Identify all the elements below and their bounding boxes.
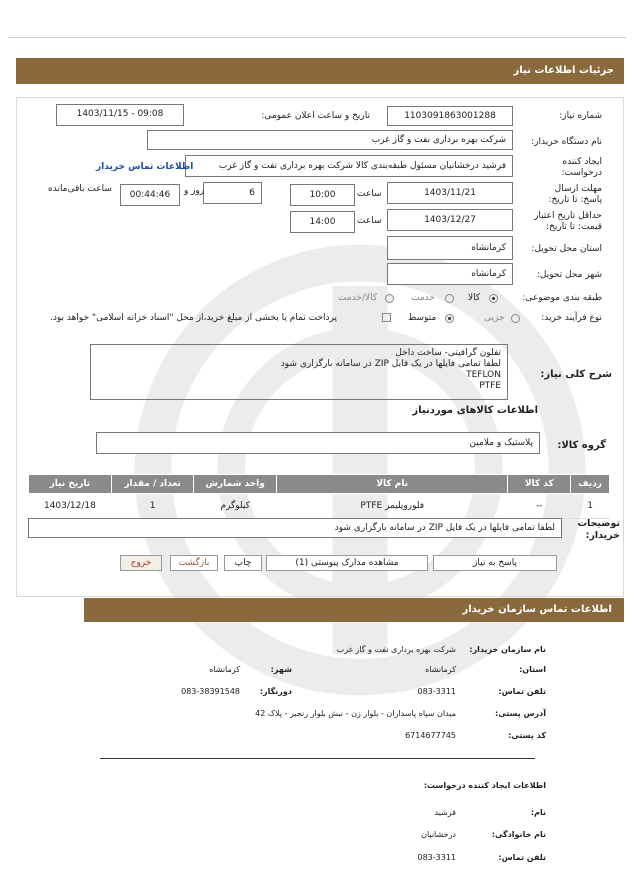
col-date: تاریخ نیاز (29, 475, 112, 494)
creator-label: ایجاد کننده درخواست: (561, 157, 602, 178)
days-label: روز و (184, 186, 205, 196)
validity-label: حداقل تاریخ اعتبار قیمت: تا تاریخ: (534, 211, 602, 232)
buyer-notes-field[interactable]: لطفا تمامی فایلها در یک فایل ZIP در سامانه بارگزاری شود (28, 518, 562, 538)
buyer-contact-link[interactable]: اطلاعات تماس خریدار (96, 162, 194, 172)
goods-table-header (29, 475, 610, 494)
cell-unit: کیلوگرم (194, 494, 277, 519)
days-field[interactable]: 6 (203, 182, 262, 204)
province-field[interactable]: کرمانشاه (387, 236, 513, 260)
buyer-org-name-value: شرکت بهره برداری نفت و گاز غرب (336, 645, 456, 654)
cell-name: فلوروپلیمر PTFE (277, 494, 508, 519)
category-option-goods: کالا (468, 293, 481, 303)
category-label: طبقه بندی موضوعی: (522, 293, 602, 303)
print-button[interactable]: چاپ (224, 555, 262, 571)
col-code: کد کالا (508, 475, 571, 494)
validity-time-label: ساعت (357, 216, 382, 226)
process-label: نوع فرآیند خرید: (541, 313, 602, 323)
reply-button[interactable]: پاسخ به نیاز (433, 555, 557, 571)
remaining-time-field[interactable]: 00:44:46 (120, 184, 180, 206)
process-radio-minor[interactable] (511, 314, 520, 323)
need-number-label: شماره نیاز: (559, 111, 602, 121)
top-divider (8, 37, 626, 38)
deadline-date-field[interactable]: 1403/11/21 (387, 182, 513, 204)
buyer-org-name-label: نام سازمان خریدار: (469, 645, 546, 654)
buyer-phone-value: 083-3311 (417, 687, 456, 696)
creator-name-value: فرشید (434, 808, 456, 817)
buyer-address-label: آدرس پستی: (495, 709, 546, 718)
creator-family-value: درخشانیان (421, 830, 456, 839)
category-radio-goods[interactable] (489, 294, 498, 303)
col-qty: تعداد / مقدار (111, 475, 194, 494)
deadline-time-label: ساعت (357, 189, 382, 199)
buyer-city-value: کرمانشاه (209, 665, 240, 674)
buyer-contact-title: اطلاعات تماس سازمان خریدار (84, 598, 624, 622)
category-option-both: کالا/خدمت (338, 293, 378, 303)
creator-phone-label: تلفن تماس: (498, 853, 546, 862)
col-unit: واحد شمارش (194, 475, 277, 494)
announce-date-field[interactable]: 1403/11/15 - 09:08 (56, 104, 184, 126)
creator-contact-title: اطلاعات ایجاد کننده درخواست: (423, 781, 546, 790)
buyer-address-value: میدان سپاه پاسداران - بلوار زن - نبش بلوار رنجبر - پلاک 42 (255, 709, 456, 718)
buyer-postal-label: کد پستی: (508, 731, 546, 740)
buyer-postal-value: 6714677745 (405, 731, 456, 740)
exit-button[interactable]: خروج (120, 555, 162, 571)
buyer-province-label: استان: (519, 665, 546, 674)
buyer-fax-value: 083-38391548 (181, 687, 240, 696)
process-option-medium: متوسط (408, 313, 437, 323)
province-label: استان محل تحویل: (531, 244, 602, 254)
buyer-org-label: نام دستگاه خریدار: (531, 137, 602, 147)
buyer-province-value: کرمانشاه (425, 665, 456, 674)
cell-row: 1 (571, 494, 610, 519)
col-row: ردیف (571, 475, 610, 494)
validity-date-field[interactable]: 1403/12/27 (387, 209, 513, 231)
deadline-label: مهلت ارسال پاسخ: تا تاریخ: (548, 184, 602, 205)
validity-time-field[interactable]: 14:00 (290, 211, 355, 233)
city-field[interactable]: کرمانشاه (387, 263, 513, 285)
col-name: نام کالا (277, 475, 508, 494)
deadline-time-field[interactable]: 10:00 (290, 184, 355, 206)
cell-code: -- (508, 494, 571, 519)
process-option-minor: جزیی (484, 313, 505, 323)
summary-label: شرح کلی نیاز: (540, 369, 612, 380)
announce-date-label: تاریخ و ساعت اعلان عمومی: (261, 111, 370, 121)
category-radio-both[interactable] (385, 294, 394, 303)
buyer-org-field[interactable]: شرکت بهره برداری نفت و گاز غرب (147, 130, 513, 150)
creator-field[interactable]: فرشید درخشانیان مسئول طبقه‌بندی کالا شرکت بهره برداری نفت و گاز غرب (185, 155, 513, 177)
remaining-time-label: ساعت باقی‌مانده (48, 184, 112, 194)
table-row[interactable] (29, 494, 610, 519)
cell-qty: 1 (111, 494, 194, 519)
buyer-city-label: شهر: (270, 665, 292, 674)
creator-family-label: نام خانوادگی: (491, 830, 546, 839)
category-option-service: خدمت (411, 293, 435, 303)
creator-phone-value: 083-3311 (417, 853, 456, 862)
summary-line-3: TEFLON (466, 370, 501, 380)
buyer-phone-label: تلفن تماس: (498, 687, 546, 696)
summary-line-1: تفلون گرافیتی- ساخت داخل (395, 348, 501, 358)
treasury-payment-note: پرداخت تمام یا بخشی از مبلغ خرید،از محل "اسناد خزانه اسلامی" خواهد بود. (50, 313, 338, 323)
contact-divider (100, 758, 535, 759)
goods-group-label: گروه کالا: (557, 440, 606, 451)
goods-section-title: اطلاعات کالاهای موردنیاز (412, 405, 538, 416)
goods-table (28, 474, 610, 519)
treasury-payment-checkbox[interactable] (382, 313, 391, 322)
summary-box[interactable] (90, 344, 508, 400)
back-button[interactable]: بازگشت (170, 555, 218, 571)
buyer-notes-label: توضیحات خریدار: (577, 518, 620, 541)
buyer-fax-label: دورنگار: (259, 687, 292, 696)
process-radio-medium[interactable] (445, 314, 454, 323)
attachments-button[interactable]: مشاهده مدارک پیوستی (1) (266, 555, 428, 571)
goods-group-field[interactable]: پلاستیک و ملامین (96, 432, 540, 454)
need-number-field[interactable]: 1103091863001288 (387, 106, 513, 126)
cell-date: 1403/12/18 (29, 494, 112, 519)
summary-line-2: لطفا تمامی فایلها در یک فایل ZIP در سامانه بارگزاری شود (280, 359, 501, 369)
page-title: جزئیات اطلاعات نیاز (16, 58, 624, 84)
creator-name-label: نام: (530, 808, 546, 817)
category-radio-service[interactable] (445, 294, 454, 303)
city-label: شهر محل تحویل: (536, 270, 602, 280)
summary-line-4: PTFE (479, 381, 501, 391)
